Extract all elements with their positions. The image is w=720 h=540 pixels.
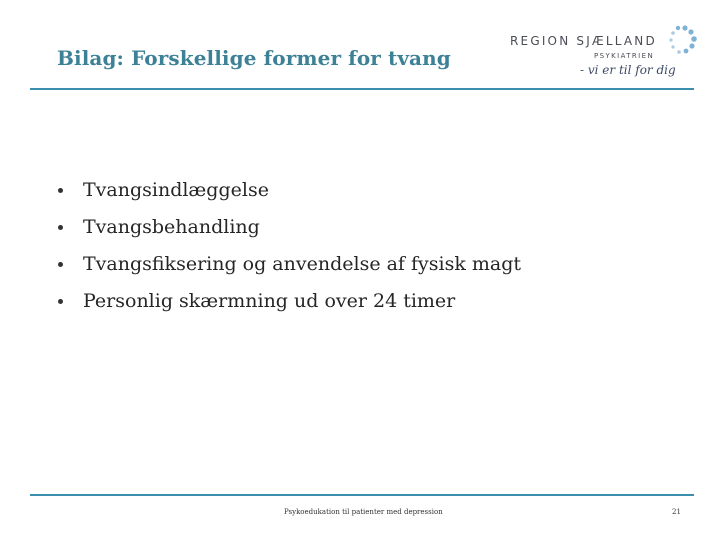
footer-divider <box>30 494 694 496</box>
list-item <box>58 289 521 313</box>
bullet-text: Tvangsindlæggelse <box>83 179 269 201</box>
logo-region-text: REGION SJÆLLAND <box>510 34 657 48</box>
slide-title: Bilag: Forskellige former for tvang <box>57 46 451 70</box>
bullet-text: Tvangsfiksering og anvendelse af fysisk magt <box>83 253 522 275</box>
list-item <box>58 215 521 239</box>
dotted-circle-icon <box>668 24 698 58</box>
bullet-icon <box>58 225 63 230</box>
list-item <box>58 178 521 202</box>
bullet-text: Personlig skærmning ud over 24 timer <box>83 290 456 312</box>
footer-text: Psykoedukation til patienter med depression <box>284 508 443 516</box>
bullet-icon <box>58 299 63 304</box>
page-number: 21 <box>672 508 681 516</box>
logo-psykiatrien-text: PSYKIATRIEN <box>594 52 655 60</box>
region-sjaelland-logo <box>508 24 698 90</box>
bullet-icon <box>58 262 63 267</box>
bullet-icon <box>58 188 63 193</box>
bullet-list <box>58 178 521 326</box>
list-item <box>58 252 521 276</box>
bullet-text: Tvangsbehandling <box>83 216 260 238</box>
title-divider <box>30 88 694 90</box>
logo-tagline: - vi er til for dig <box>580 63 676 77</box>
